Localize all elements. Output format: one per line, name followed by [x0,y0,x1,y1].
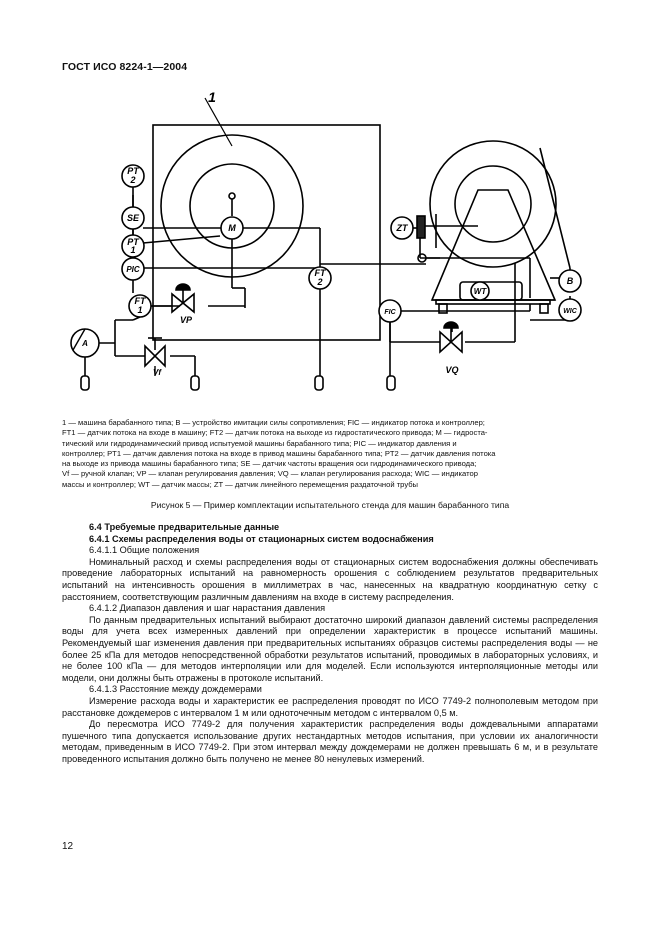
wic-label: WIC [563,308,577,315]
section-body [62,522,598,765]
paragraph: Номинальный расход и схемы распределения воды от стационарных систем водоснабжения должны обеспечивать проведение лабораторных испытаний на равномерность орошения с соблюдением результатов предварительных испытаний на интенсивность орошения в миллиметрах в час, нанесенных на квадратную координатную сетку с расстоянием, соответствующим различным давлениям на входе в систему распределения. [62,556,598,602]
fic-label: FIC [384,309,396,316]
legend-line: FT1 — датчик потока на входе в машину; FT2 — датчик потока на выходе из гидростатического привода; M — гидроста- [62,428,488,438]
subsection-heading: 6.4.1 Схемы распределения воды от стационарных систем водоснабжения [89,533,434,544]
test-stand-diagram [60,88,605,408]
document-header: ГОСТ ИСО 8224-1—2004 [62,61,188,73]
right-drum-outer [430,141,556,267]
wt-label: WT [473,287,487,296]
figure-caption: Рисунок 5 — Пример комплектации испытательного стенда для машин барабанного типа [150,500,510,510]
figure-legend [62,418,598,490]
pt2-label-a: PT [127,166,139,176]
legend-line: 1 — машина барабанного типа; B — устройство имитации силы сопротивления; FIC — индикатор потока и контроллер; [62,418,485,427]
legend-line: массы и контроллер; WT — датчик массы; ZT — датчик линейного перемещения раздаточной трубы [62,479,419,489]
se-label: SE [126,213,140,223]
b-label: B [566,276,574,286]
pump-label: A [82,339,88,348]
pt1-label-b: 1 [130,245,136,255]
ft2-label-b: 2 [317,277,323,287]
zt-label: ZT [396,223,408,233]
pic-label: PIC [126,265,140,274]
paragraph: По данным предварительных испытаний выбирают достаточно широкий диапазон давлений системы распределения воды для учета всех измеренных давлений при определении характеристик в процессе испытаний машины. Рекомендуемый шаг изменения давления при предварительных испытаниях образцов системы распределения воды — не более 25 кПа для методов непосредственной обработки результатов испытаний, проводимых в лабораторных условиях, и не более 100 кПа — для методов интерполяции или для моделей. Если используются интерполяционные методы или модели, они должны быть отражены в протоколе испытаний. [62,614,598,683]
pt2-label-b: 2 [130,175,136,185]
ft2-label-a: FT [314,268,326,278]
clause-title: 6.4.1.3 Расстояние между дождемерами [89,684,262,695]
clause-title: 6.4.1.1 Общие положения [89,545,200,556]
ft1-label-a: FT [134,296,146,306]
legend-line: тический или гидродинамический привод испытуемой машины барабанного типа; PIC — индикатор давления и [62,438,457,448]
motor-label: M [228,223,236,233]
vp-label: VP [179,315,193,325]
vf-label: Vf [153,368,161,377]
legend-line: Vf — ручной клапан; VP — клапан регулирования давления; VQ — клапан регулирования расхода; WIC — индикатор [62,469,478,479]
left-machine-frame [153,125,380,340]
wt-box [460,282,522,300]
legend-line: на выходе из привода машины барабанного типа; SE — датчик частоты вращения оси гидродинамического привода; [62,459,477,469]
right-machine-stand [432,190,555,300]
paragraph: До пересмотра ИСО 7749-2 для получения характеристик распределения воды дождевальными аппаратами пушечного типа допускается использование других нестандартных методов испытания, при условии их аналогичности методам, приведенным в ИСО 7749-2. При этом интервал между дождемерами не должен превышать 6 м, и в результате проведенного испытания должно быть получено не менее 80 ненулевых измерений. [62,719,598,764]
page-number: 12 [62,841,74,852]
clause-title: 6.4.1.2 Диапазон давления и шаг нарастания давления [89,603,326,614]
pt1-label-a: PT [127,237,139,247]
machine-label-1: 1 [208,89,216,105]
right-drum-inner [455,166,531,242]
paragraph: Измерение расхода воды и характеристик ее распределения проводят по ИСО 7749-2 полнополевым методом при расстановке дождемеров с интервалом 1 м или одноточечным методом с интервалом 0,5 м. [62,695,598,718]
ft1-label-b: 1 [137,305,143,315]
section-heading: 6.4 Требуемые предварительные данные [89,522,280,532]
legend-line: контроллер; PT1 — датчик давления потока на входе в привод машины барабанного типа; PT2 — датчик давления потока [62,448,496,458]
vq-label: VQ [445,365,459,375]
